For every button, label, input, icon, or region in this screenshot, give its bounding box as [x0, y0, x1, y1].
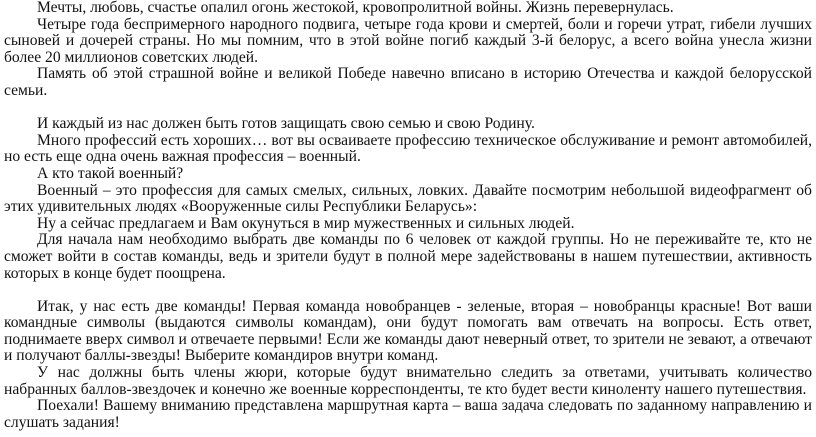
paragraph-3: Память об этой страшной войне и великой Победе навечно вписано в историю Отечества и каждой белорусской семьи.: [4, 65, 812, 99]
paragraph-4: И каждый из нас должен быть готов защищать свою семью и свою Родину.: [37, 115, 535, 133]
paragraph-8: Ну а сейчас предлагаем и Вам окунуться в мир мужественных и сильных людей.: [37, 214, 575, 232]
paragraph-11: У нас должны быть члены жюри, которые будут внимательно следить за ответами, учитывать количество набранных баллов-звездочек и конечно же военные корреспонденты, те кто будет вести киноленту нашего путешествия.: [4, 364, 812, 398]
blank-line: [4, 100, 812, 117]
paragraph-6: А кто такой военный?: [37, 164, 184, 182]
paragraph-7: Военный – это профессия для самых смелых, сильных, ловких. Давайте посмотрим небольшой видеофрагмент об этих удивительных людях «Вооруженные силы Республики Беларусь»:: [4, 181, 812, 216]
paragraph-2: Четыре года беспримерного народного подвига, четыре года крови и смертей, боли и горечи утрат, гибели лучших сыновей и дочерей страны. Но мы помним, что в этой войне погиб каждый 3-й белорус, а всего война унесла жизни более 20 миллионов советских людей.: [4, 15, 812, 66]
paragraph-10: Итак, у нас есть две команды! Первая команда новобранцев - зеленые, вторая – новобранцы красные! Вот ваши командные символы (выдаются символы командам), они будут помогать вам отвечать на вопросы. Есть ответ, поднимаете вверх символ и отвечаете первыми! Если же команды дают неверный ответ, то зрители не зевают, а отвечают и получают баллы-звезды! Выберите командиров внутри команд.: [4, 297, 812, 365]
document-page: [4, 0, 812, 431]
blank-line: [4, 282, 812, 299]
paragraph-12: Поехали! Вашему вниманию представлена маршрутная карта – ваша задача следовать по заданному направлению и слушать задания!: [4, 397, 812, 431]
paragraph-9: Для начала нам необходимо выбрать две команды по 6 человек от каждой группы. Но не переживайте те, кто не сможет войти в состав команды, ведь и зрители будут в полной мере задействованы в нашем путешествии, активность которых в конце будет поощрена.: [4, 231, 812, 282]
paragraph-5: Много профессий есть хороших… вот вы осваиваете профессию техническое обслуживание и ремонт автомобилей, но есть еще одна очень важная профессия – военный.: [4, 131, 812, 166]
paragraph-1: Мечты, любовь, счастье опалил огонь жестокой, кровопролитной войны. Жизнь перевернулась.: [37, 0, 674, 16]
